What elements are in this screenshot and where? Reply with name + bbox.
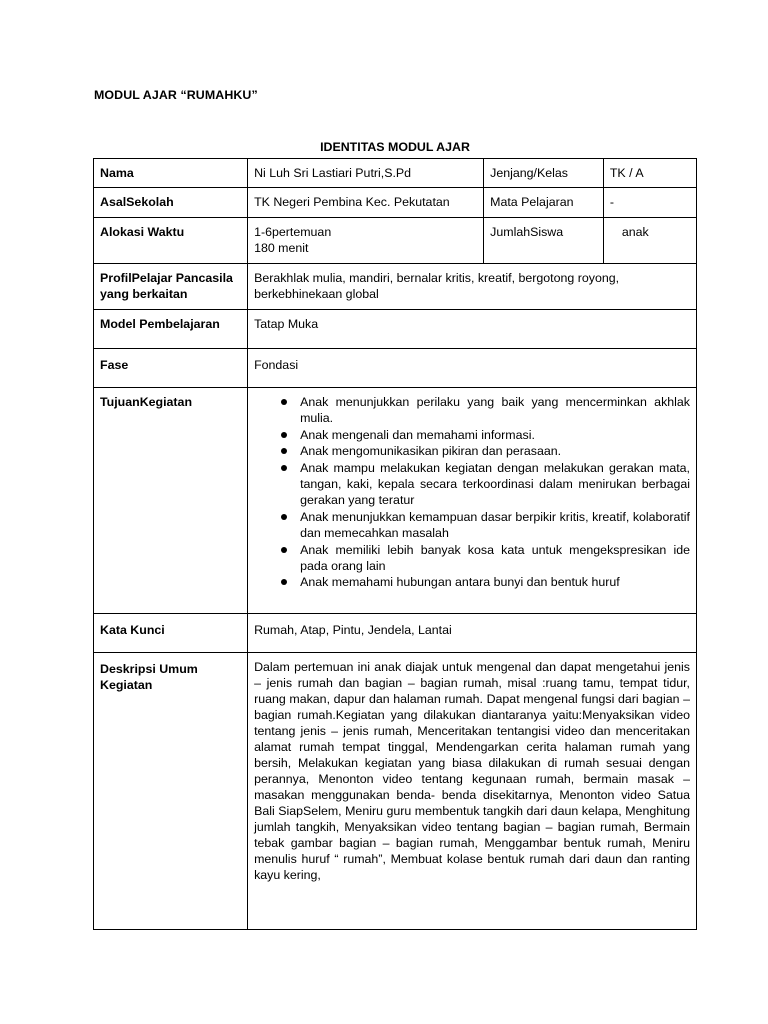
list-item: Anak mampu melakukan kegiatan dengan melakukan gerakan mata, tangan, kaki, kepala secara terkoordinasi dalam menirukan berbagai gerakan yang teratur bbox=[300, 460, 690, 508]
list-item: Anak menunjukkan kemampuan dasar berpikir kritis, kreatif, kolaboratif dan memecahkan masalah bbox=[300, 509, 690, 541]
kunci-value: Rumah, Atap, Pintu, Jendela, Lantai bbox=[248, 614, 697, 653]
list-item: Anak menunjukkan perilaku yang baik yang mencerminkan akhlak mulia. bbox=[300, 395, 690, 426]
tujuan-cell bbox=[248, 388, 697, 614]
jenjang-label: Jenjang/Kelas bbox=[484, 159, 604, 188]
siswa-label: JumlahSiswa bbox=[484, 218, 604, 264]
nama-label: Nama bbox=[94, 159, 248, 188]
table-row bbox=[94, 349, 697, 388]
siswa-value: anak bbox=[603, 218, 696, 264]
fase-label: Fase bbox=[94, 349, 248, 388]
profil-label: ProfilPelajar Pancasila yang berkaitan bbox=[94, 264, 248, 310]
model-value: Tatap Muka bbox=[248, 310, 697, 349]
list-item: Anak memahami hubungan antara bunyi dan bentuk huruf bbox=[300, 574, 690, 590]
nama-value: Ni Luh Sri Lastiari Putri,S.Pd bbox=[248, 159, 484, 188]
table-row bbox=[94, 310, 697, 349]
mapel-label: Mata Pelajaran bbox=[484, 188, 604, 218]
table-row bbox=[94, 218, 697, 264]
profil-value: Berakhlak mulia, mandiri, bernalar kritis, kreatif, bergotong royong, berkebhinekaan global bbox=[248, 264, 697, 310]
fase-value: Fondasi bbox=[248, 349, 697, 388]
list-item: Anak mengenali dan memahami informasi. bbox=[300, 427, 690, 443]
tujuan-list bbox=[254, 394, 690, 591]
list-item: Anak memiliki lebih banyak kosa kata untuk mengekspresikan ide pada orang lain bbox=[300, 542, 690, 574]
sekolah-label: AsalSekolah bbox=[94, 188, 248, 218]
identity-table bbox=[93, 158, 697, 930]
list-item: Anak mengomunikasikan pikiran dan perasaan. bbox=[300, 443, 690, 459]
table-row bbox=[94, 188, 697, 218]
mapel-value: - bbox=[603, 188, 696, 218]
kunci-label: Kata Kunci bbox=[94, 614, 248, 653]
tujuan-label: TujuanKegiatan bbox=[94, 388, 248, 614]
jenjang-value: TK / A bbox=[603, 159, 696, 188]
sekolah-value: TK Negeri Pembina Kec. Pekutatan bbox=[248, 188, 484, 218]
waktu-value: 1-6pertemuan 180 menit bbox=[248, 218, 484, 264]
table-row bbox=[94, 388, 697, 614]
table-row bbox=[94, 159, 697, 188]
document-title: MODUL AJAR “RUMAHKU” bbox=[94, 88, 258, 102]
deskripsi-label: Deskripsi Umum Kegiatan bbox=[94, 653, 248, 930]
model-label: Model Pembelajaran bbox=[94, 310, 248, 349]
section-title: IDENTITAS MODUL AJAR bbox=[320, 140, 470, 154]
table-row bbox=[94, 614, 697, 653]
table-row bbox=[94, 653, 697, 930]
deskripsi-value: Dalam pertemuan ini anak diajak untuk mengenal dan dapat mengetahui jenis – jenis rumah dan bagian – bagian rumah, misal :ruang tamu, tempat tidur, ruang makan, dapur dan halaman rumah. Dapat mengenal fungsi dari bagian – bagian rumah.Kegiatan yang dilakukan diantaranya yaitu:Menyaksikan video tentang jenis – jenis rumah, Menceritakan tentangisi video dan menceritakan alamat rumah tempat tinggal, Mendengarkan cerita halaman rumah yang bersih, Melakukan kegiatan yang biasa dilakukan di rumah sesuai dengan perannya, Menonton video tentang kegunaan rumah, bermain masak – masakan menggunakan benda- benda disekitarnya, Menonton video Satua Bali SiapSelem, Meniru guru membentuk tangkih dari daun kelapa, Menghitung jumlah tangkih, Menyaksikan video tentang bagian – bagian rumah, Bermain tebak gambar bagian – bagian rumah, Menggambar bentuk rumah, Meniru menulis huruf “ rumah”, Membuat kolase bentuk rumah dari daun dan ranting kayu kering, bbox=[248, 653, 697, 930]
waktu-label: Alokasi Waktu bbox=[94, 218, 248, 264]
table-row bbox=[94, 264, 697, 310]
